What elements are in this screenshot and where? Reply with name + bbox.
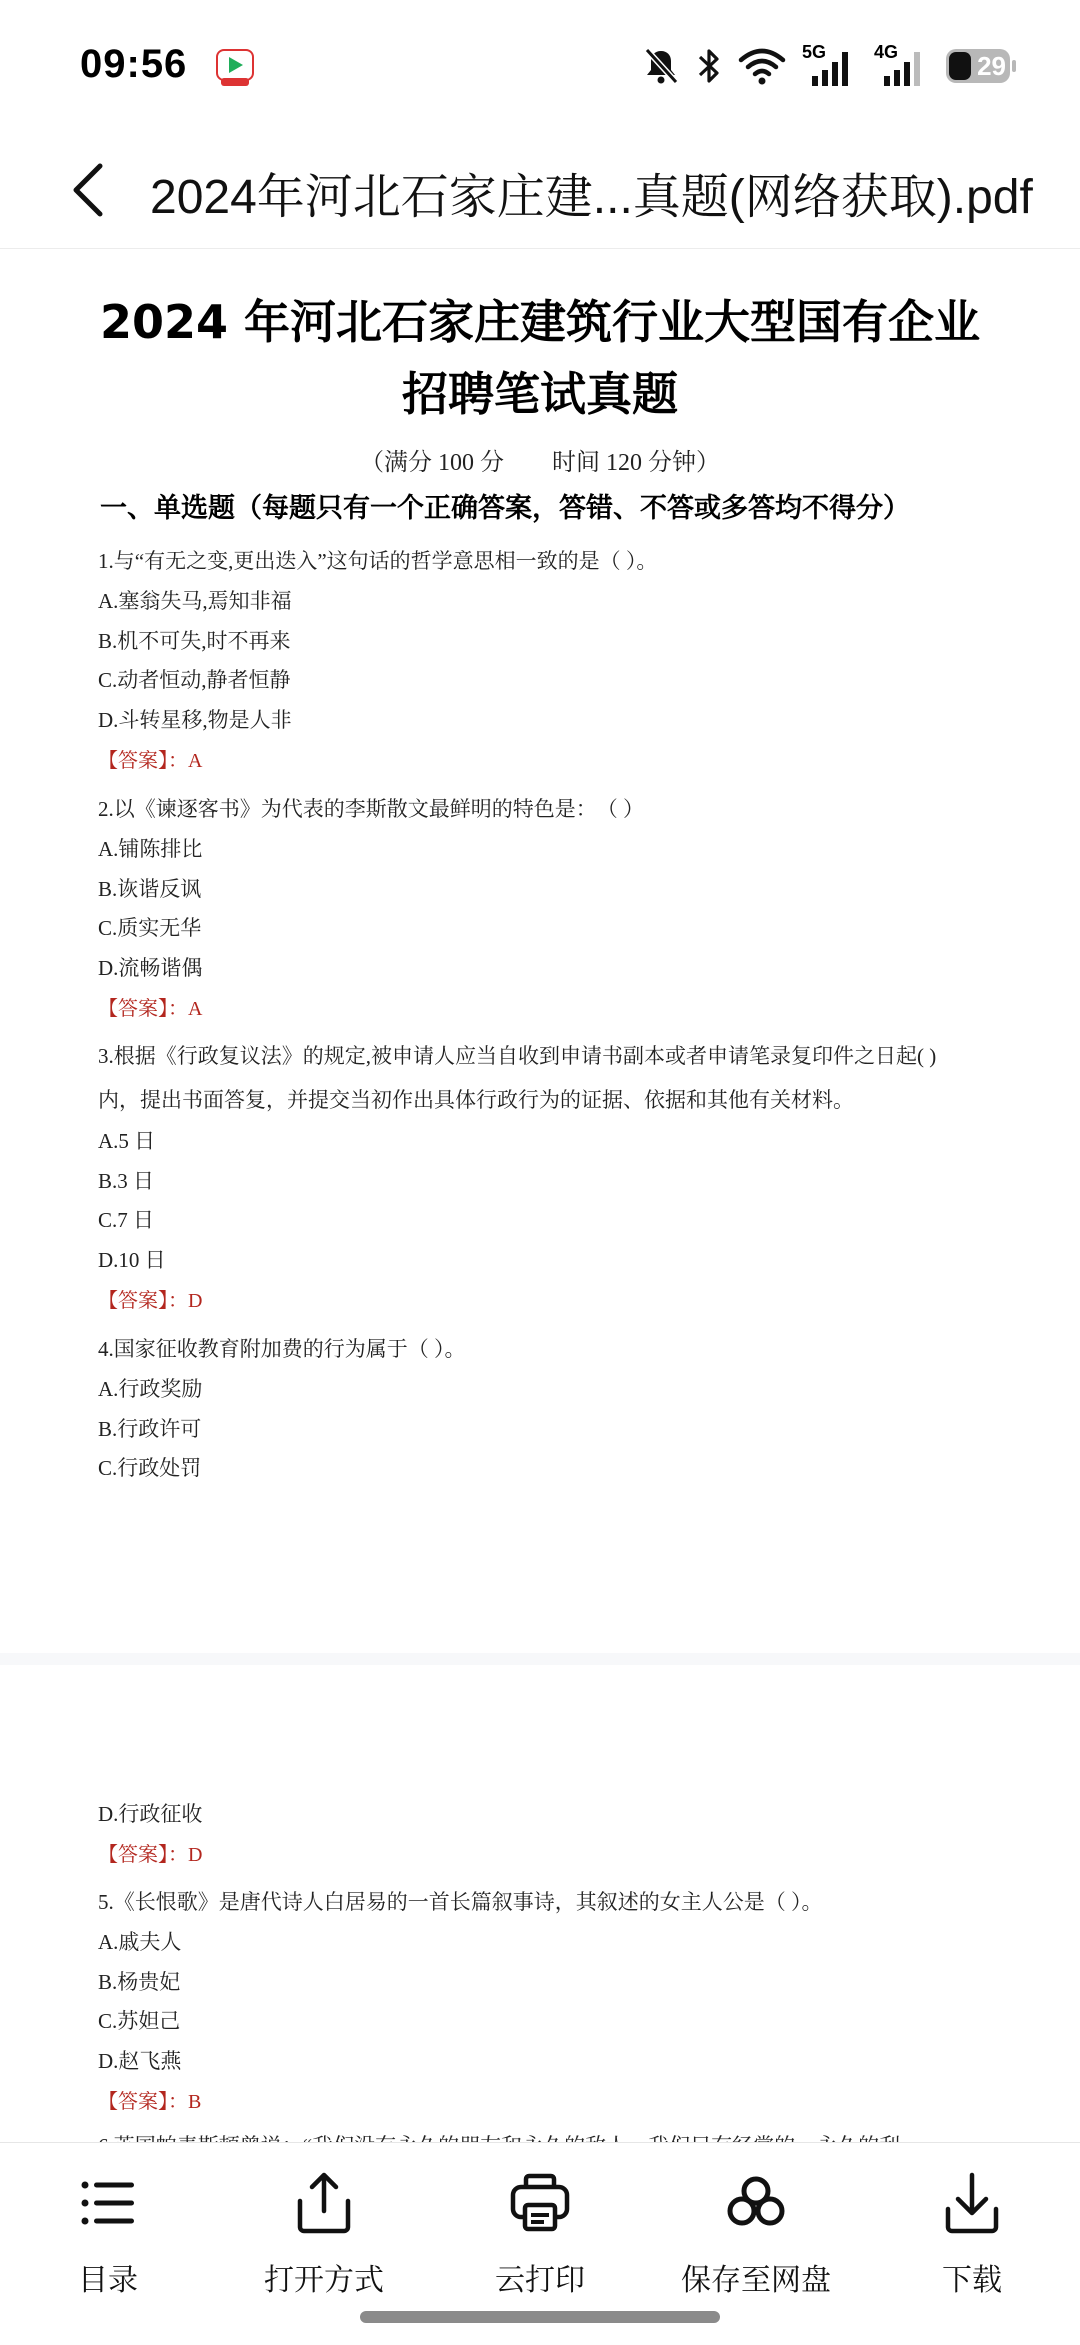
cloud-print-button[interactable] [440,2163,640,2297]
option: C.质实无华 [98,916,202,940]
answer-label: 【答案】：D [98,1290,203,1312]
file-title: 2024年河北石家庄建...真题(网络获取).pdf [150,171,1033,224]
answer-label: 【答案】：A [98,998,203,1020]
option: B.诙谐反讽 [98,877,202,901]
option: C.行政处罚 [98,1456,202,1480]
option: B.机不可失,时不再来 [98,629,291,653]
doc-subtitle: （满分 100 分 时间 120 分钟） [360,450,720,476]
save-to-cloud-button[interactable] [656,2163,856,2297]
pdf-viewer[interactable] [0,250,1080,2142]
printer-icon [508,2171,572,2235]
option: A.戚夫人 [98,1930,182,1954]
question-3-cont: 内，提出书面答复，并提交当初作出具体行政行为的证据、依据和其他有关材料。 [98,1088,854,1112]
option: D.流畅谐偶 [98,956,203,980]
option: C.7 日 [98,1208,155,1232]
option: B.3 日 [98,1169,155,1193]
save-to-cloud-label: 保存至网盘 [681,2264,831,2297]
title-bar [0,130,1080,249]
option: A.塞翁失马,焉知非福 [98,589,292,613]
app-badge-icon [215,48,255,88]
option: D.斗转星移,物是人非 [98,708,292,732]
option: C.苏妲己 [98,2009,181,2033]
battery-icon: 29 [946,49,1010,83]
question-1: 1.与“有无之变,更出迭入”这句话的哲学意思相一致的是（ ）。 [98,549,658,573]
question-4: 4.国家征收教育附加费的行为属于（ ）。 [98,1337,466,1361]
answer-label: 【答案】：B [98,2091,202,2113]
doc-title-line2: 招聘笔试真题 [402,367,678,421]
question-5: 5.《长恨歌》是唐代诗人白居易的一首长篇叙事诗，其叙述的女主人公是（ ）。 [98,1890,823,1914]
wifi-icon [738,46,786,86]
status-time: 09:56 [80,42,188,86]
toc-button[interactable] [8,2163,208,2297]
signal-4g: 4G [874,44,930,88]
download-label: 下载 [942,2264,1002,2297]
page-separator [0,1653,1080,1665]
open-with-label: 打开方式 [264,2264,384,2297]
section-heading: 一、单选题（每题只有一个正确答案，答错、不答或多答均不得分） [100,493,910,524]
signal-icon [802,44,858,88]
option: D.10 日 [98,1248,166,1272]
share-icon [292,2171,356,2235]
home-indicator[interactable] [360,2311,720,2323]
signal-icon [874,44,930,88]
signal-5g: 5G [802,44,858,88]
open-with-button[interactable] [224,2163,424,2297]
option: A.铺陈排比 [98,837,203,861]
toc-label: 目录 [78,2264,138,2297]
option: A.行政奖励 [98,1377,203,1401]
bluetooth-icon [696,46,722,86]
download-button[interactable] [872,2163,1072,2297]
download-icon [940,2171,1004,2235]
option: D.赵飞燕 [98,2049,182,2073]
answer-label: 【答案】：D [98,1844,203,1866]
option: B.杨贵妃 [98,1970,181,1994]
cloud-icon [724,2171,788,2235]
option: D.行政征收 [98,1802,203,1826]
back-arrow-icon[interactable] [62,158,118,222]
status-icons [642,44,1010,88]
doc-title-line1: 2024 年河北石家庄建筑行业大型国有企业 [99,295,981,349]
question-2: 2.以《谏逐客书》为代表的李斯散文最鲜明的特色是： （ ） [98,797,644,821]
question-3: 3.根据《行政复议法》的规定,被申请人应当自收到申请书副本或者申请笔录复印件之日起( ) [98,1044,937,1068]
list-icon [76,2171,140,2235]
option: A.5 日 [98,1129,156,1153]
status-bar [0,0,1080,130]
option: C.动者恒动,静者恒静 [98,668,291,692]
cloud-print-label: 云打印 [495,2264,585,2297]
mute-icon [642,46,680,86]
option: B.行政许可 [98,1417,202,1441]
answer-label: 【答案】：A [98,750,203,772]
